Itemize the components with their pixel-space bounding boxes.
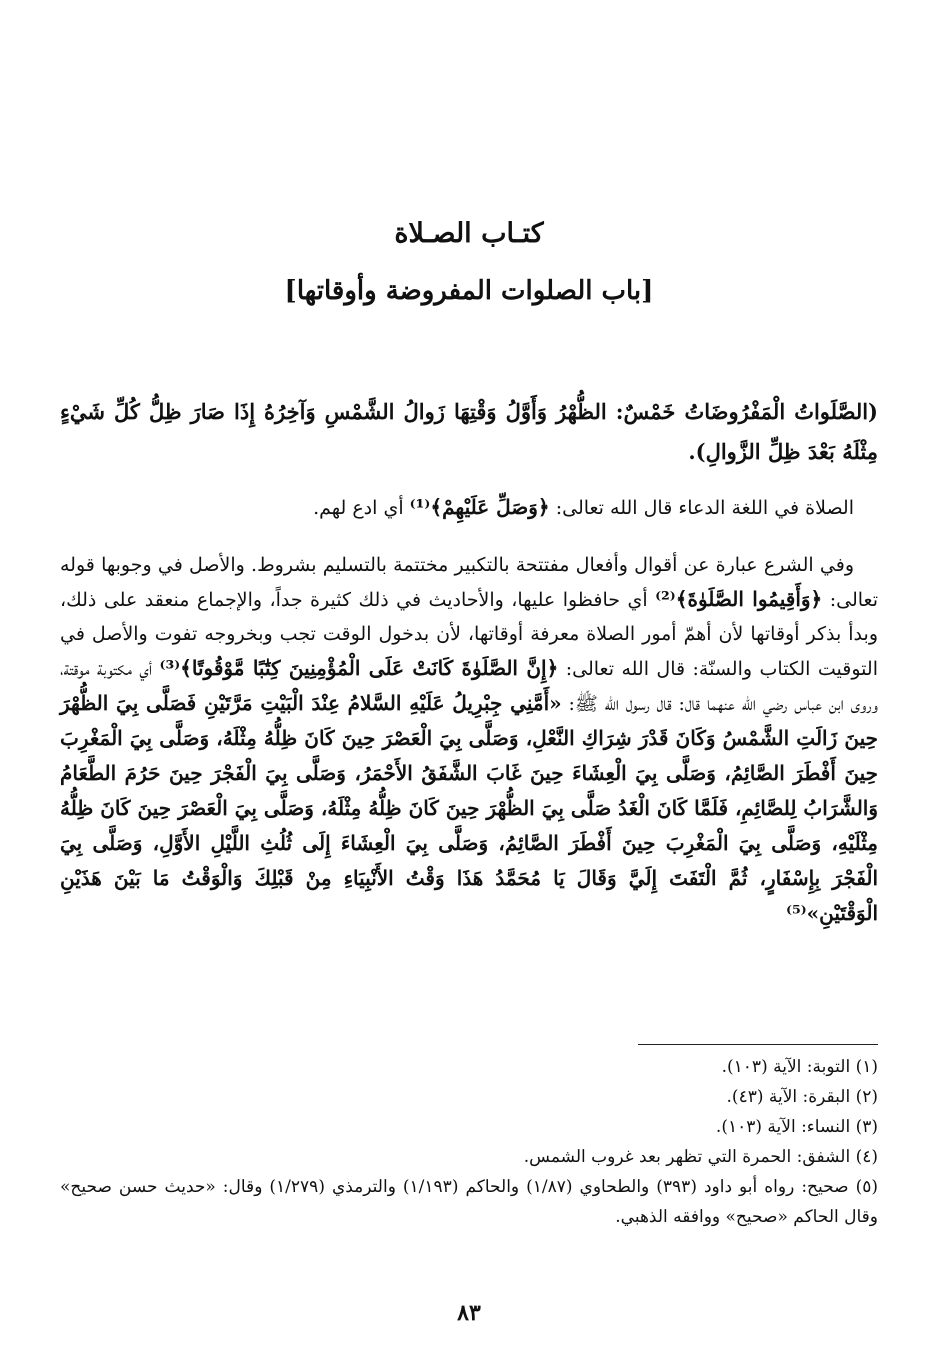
p2-text-1: وفي الشرع عبارة عن أقوال وأفعال مفتتحة بالتكبير مختتمة بالتسليم بشروط. والأصل في وجوبها قوله تعالى: xyxy=(60,554,878,611)
footnote-separator xyxy=(638,1044,878,1045)
footnote-item: (٢) البقرة: الآية (٤٣). xyxy=(726,1087,878,1107)
hadith-text: «أَمَّنِي جِبْرِيلُ عَلَيْهِ السَّلامُ عِنْدَ الْبَيْتِ مَرَّتَيْنِ فَصَلَّى بِيَ الظُّهْرَ حِينَ زَالَتِ الشَّمْسُ وَكَانَ قَدْرَ شِرَاكِ النَّعْلِ، وَصَلَّى بِيَ الْعَصْرَ حِينَ كَانَ ظِلُّهُ مِثْلَهُ، وَصَلَّى بِيَ الْمَغْرِبَ حِينَ أَفْطَرَ الصَّائِمُ، وَصَلَّى بِيَ الْعِشَاءَ حِينَ غَابَ الشَّفَقُ الأَحْمَرُ، وَصَلَّى بِيَ الْفَجْرَ حِينَ حَرُمَ الطَّعَامُ وَالشَّرَابُ لِلصَّائِمِ، فَلَمَّا كَانَ الْغَدُ صَلَّى بِيَ الظُّهْرَ حِينَ كَانَ ظِلُّهُ مِثْلَهُ، وَصَلَّى بِيَ الْعَصْرَ حِينَ كَانَ ظِلُّهُ مِثْلَيْهِ، وَصَلَّى بِيَ الْمَغْرِبَ حِينَ أَفْطَرَ الصَّائِمُ، وَصَلَّى بِيَ الْعِشَاءَ إِلَى ثُلُثِ اللَّيْلِ الأَوَّلِ، وَصَلَّى بِيَ الْفَجْرَ بِإِسْفَارٍ، ثُمَّ الْتَفَتَ إِلَيَّ وَقَالَ يَا مُحَمَّدُ هَذَا وَقْتُ الأَنْبِيَاءِ مِنْ قَبْلِكَ وَالْوَقْتُ مَا بَيْنَ هَذَيْنِ الْوَقْتَيْنِ»⁽⁵⁾ xyxy=(60,691,878,925)
book-title: كتـاب الصـلاة xyxy=(394,218,544,249)
footnote-item: (٥) صحيح: رواه أبو داود (٣٩٣) والطحاوي (١/٨٧) والحاكم (١/١٩٣) والترمذي (١/٢٧٩) وقال: «حديث حسن صحيح» وقال الحاكم «صحيح» ووافقه الذهبي. xyxy=(60,1177,878,1227)
page-number: ٨٣ xyxy=(457,1300,481,1326)
footnote-item: (٤) الشفق: الحمرة التي تظهر بعد غروب الشمس. xyxy=(523,1147,878,1167)
footnote-item: (١) التوبة: الآية (١٠٣). xyxy=(721,1057,878,1077)
footnote-item: (٣) النساء: الآية (١٠٣). xyxy=(715,1117,878,1137)
footnotes-list xyxy=(60,1052,878,1232)
matn-text: (الصَّلَواتُ الْمَفْرُوضَاتُ خَمْسٌ: الظُّهْرُ وَأَوَّلُ وَقْتِهَا زَوالُ الشَّمْسِ وَآخِرُهُ إِذَا صَارَ ظِلُّ كُلِّ شَيْءٍ مِثْلَهُ بَعْدَ ظِلِّ الزَّوالِ). xyxy=(60,399,878,464)
chapter-title: [باب الصلوات المفروضة وأوقاتها] xyxy=(284,276,654,306)
p2-text-3: أي مكتوبة موقتة، وروى ابن عباس رضي الله عنهما قال: قال رسول الله ﷺ: xyxy=(60,658,878,715)
p1-quran-quote: ﴿وَصَلِّ عَلَيْهِمْ﴾⁽¹⁾ xyxy=(409,495,550,519)
commentary-paragraph-1 xyxy=(60,490,878,525)
p1-text-before: الصلاة في اللغة الدعاء قال الله تعالى: xyxy=(555,497,854,519)
p1-text-after: أي ادع لهم. xyxy=(313,497,404,519)
p2-text-2: أي حافظوا عليها، والأحاديث في ذلك كثيرة جداً، والإجماع منعقد على ذلك، وبدأ بذكر أوقاتها لأن أهمّ أمور الصلاة معرفة أوقاتها، لأن بدخول الوقت تجب وبخروجه تفوت والأصل في التوقيت الكتاب والسنّة: قال الله تعالى: xyxy=(60,589,878,680)
p2-quran-quote-1: ﴿وَأَقِيمُوا الصَّلَوٰةَ﴾⁽²⁾ xyxy=(655,587,823,611)
commentary-paragraph-2 xyxy=(60,548,878,931)
p2-quran-quote-2: ﴿إِنَّ الصَّلَوٰةَ كَانَتْ عَلَى الْمُؤْمِنِينَ كِتَٰبًا مَّوْقُوتًا﴾⁽³⁾ xyxy=(159,656,559,680)
